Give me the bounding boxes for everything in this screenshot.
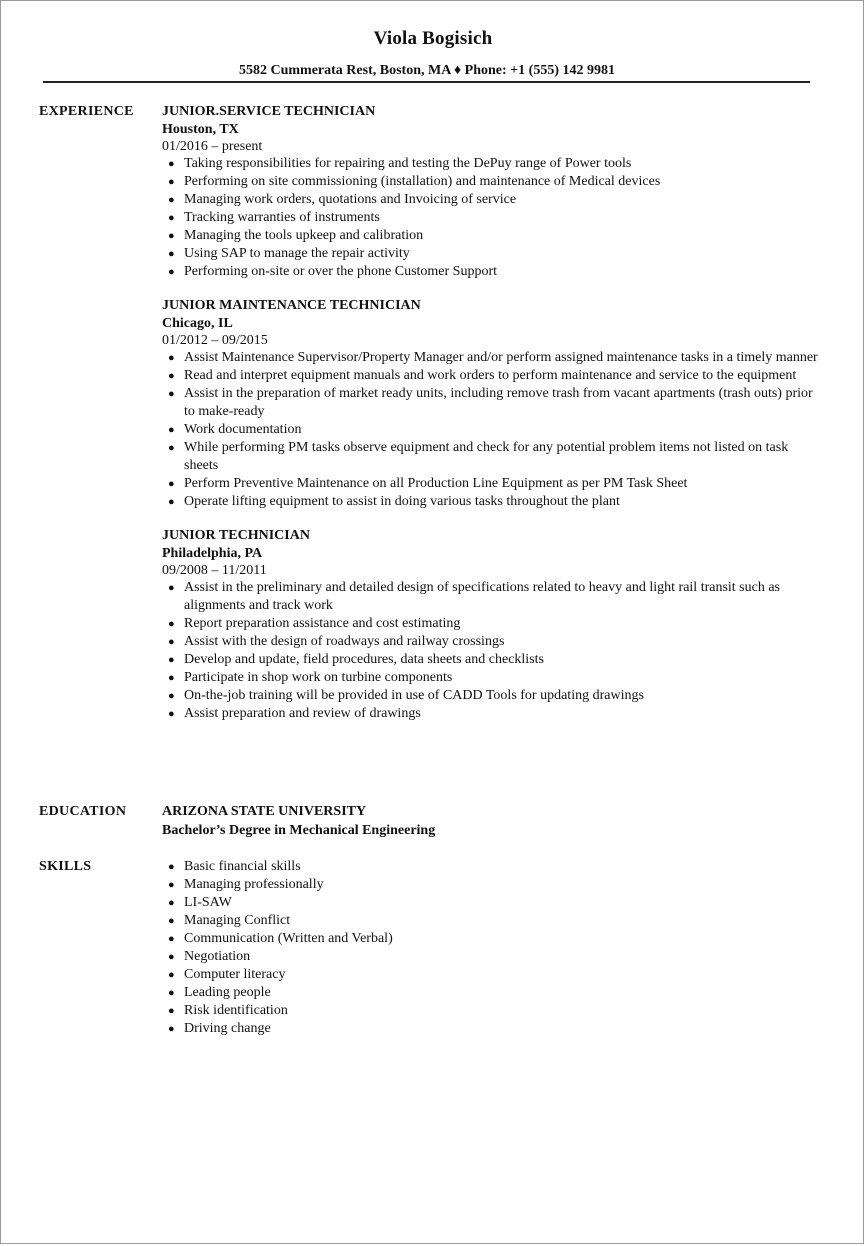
bullet-icon: ● (168, 582, 175, 594)
bullet-icon: ● (168, 424, 175, 436)
bullet-icon: ● (168, 897, 175, 909)
bullet-icon: ● (168, 266, 175, 278)
bullet-icon: ● (168, 194, 175, 206)
bullet-icon: ● (168, 861, 175, 873)
school-name: ARIZONA STATE UNIVERSITY (162, 804, 367, 819)
bullet-icon: ● (168, 708, 175, 720)
contact-line: 5582 Cummerata Rest, Boston, MA ♦ Phone: +1 (555) 142 9981 (239, 63, 615, 78)
bullet-text: Using SAP to manage the repair activity (184, 246, 410, 261)
bullet-text: Assist preparation and review of drawings (184, 706, 421, 721)
bullet-icon: ● (168, 951, 175, 963)
bullet-icon: ● (168, 352, 175, 364)
experience-heading: EXPERIENCE (39, 104, 134, 119)
skills-heading: SKILLS (39, 859, 92, 874)
job-location: Houston, TX (162, 122, 239, 137)
bullet-text: Operate lifting equipment to assist in doing various tasks throughout the plant (184, 494, 620, 509)
job-entry (162, 527, 822, 723)
list-item (162, 421, 822, 439)
bullet-icon: ● (168, 248, 175, 260)
list-item (162, 385, 822, 421)
bullet-icon: ● (168, 654, 175, 666)
bullet-text: Tracking warranties of instruments (184, 210, 380, 225)
job-dates: 01/2016 – present (162, 139, 263, 154)
education-body (162, 803, 822, 841)
list-item (162, 191, 822, 209)
list-item (162, 263, 822, 281)
bullet-icon: ● (168, 158, 175, 170)
list-item (162, 227, 822, 245)
bullet-text: Participate in shop work on turbine components (184, 670, 453, 685)
list-item (162, 209, 822, 227)
list-item (162, 615, 822, 633)
bullet-text: Perform Preventive Maintenance on all Production Line Equipment as per PM Task Sheet (184, 476, 688, 491)
list-item (162, 966, 822, 984)
bullet-text: Assist in the preliminary and detailed design of specifications related to heavy and light rail transit such as alignments and track work (184, 580, 781, 613)
list-item (162, 439, 822, 475)
list-item (162, 633, 822, 651)
bullet-text: Performing on-site or over the phone Customer Support (184, 264, 498, 279)
bullet-text: Assist Maintenance Supervisor/Property Manager and/or perform assigned maintenance tasks in a timely manner (184, 350, 818, 365)
list-item (162, 475, 822, 493)
bullet-text: Assist in the preparation of market ready units, including remove trash from vacant apartments (trash outs) prior to make-ready (184, 386, 813, 419)
bullet-icon: ● (168, 969, 175, 981)
list-item (162, 912, 822, 930)
bullet-text: Communication (Written and Verbal) (184, 931, 393, 946)
bullet-icon: ● (168, 230, 175, 242)
bullet-text: Managing professionally (184, 877, 324, 892)
degree: Bachelor’s Degree in Mechanical Engineering (162, 823, 436, 838)
bullet-text: Managing the tools upkeep and calibration (184, 228, 424, 243)
bullet-icon: ● (168, 933, 175, 945)
list-item (162, 367, 822, 385)
job-entry (162, 297, 822, 511)
job-dates: 09/2008 – 11/2011 (162, 563, 267, 578)
bullet-icon: ● (168, 879, 175, 891)
list-item (162, 1020, 822, 1038)
bullet-icon: ● (168, 915, 175, 927)
bullet-text: While performing PM tasks observe equipment and check for any potential problem items not listed on task sheets (184, 440, 789, 473)
job-title: JUNIOR TECHNICIAN (162, 528, 310, 543)
list-item (162, 984, 822, 1002)
bullet-text: Report preparation assistance and cost estimating (184, 616, 461, 631)
list-item (162, 493, 822, 511)
job-duties-list (162, 349, 822, 511)
job-duties-list (162, 155, 822, 281)
skills-body (162, 858, 822, 1038)
bullet-text: Leading people (184, 985, 271, 1000)
job-title: JUNIOR MAINTENANCE TECHNICIAN (162, 298, 421, 313)
bullet-icon: ● (168, 388, 175, 400)
list-item (162, 245, 822, 263)
bullet-icon: ● (168, 1005, 175, 1017)
list-item (162, 930, 822, 948)
list-item (162, 876, 822, 894)
list-item (162, 349, 822, 367)
bullet-text: LI-SAW (184, 895, 232, 910)
bullet-text: Assist with the design of roadways and railway crossings (184, 634, 505, 649)
list-item (162, 155, 822, 173)
bullet-text: Risk identification (184, 1003, 288, 1018)
list-item (162, 705, 822, 723)
list-item (162, 687, 822, 705)
bullet-text: Driving change (184, 1021, 271, 1036)
bullet-text: Read and interpret equipment manuals and work orders to perform maintenance and service to the equipment (184, 368, 797, 383)
skills-list (162, 858, 822, 1038)
bullet-text: Managing Conflict (184, 913, 291, 928)
list-item (162, 669, 822, 687)
header-divider (43, 81, 810, 83)
bullet-icon: ● (168, 690, 175, 702)
list-item (162, 651, 822, 669)
bullet-icon: ● (168, 672, 175, 684)
bullet-icon: ● (168, 618, 175, 630)
bullet-text: Managing work orders, quotations and Invoicing of service (184, 192, 517, 207)
bullet-text: Develop and update, field procedures, data sheets and checklists (184, 652, 544, 667)
bullet-text: Work documentation (184, 422, 302, 437)
bullet-icon: ● (168, 1023, 175, 1035)
candidate-name: Viola Bogisich (373, 28, 493, 49)
bullet-icon: ● (168, 496, 175, 508)
bullet-text: On-the-job training will be provided in use of CADD Tools for updating drawings (184, 688, 644, 703)
job-duties-list (162, 579, 822, 723)
bullet-icon: ● (168, 442, 175, 454)
bullet-text: Taking responsibilities for repairing and testing the DePuy range of Power tools (184, 156, 632, 171)
bullet-icon: ● (168, 478, 175, 490)
job-location: Philadelphia, PA (162, 546, 263, 561)
bullet-text: Basic financial skills (184, 859, 301, 874)
experience-body (162, 103, 822, 739)
bullet-icon: ● (168, 212, 175, 224)
list-item (162, 173, 822, 191)
bullet-text: Performing on site commissioning (installation) and maintenance of Medical devices (184, 174, 661, 189)
list-item (162, 948, 822, 966)
list-item (162, 579, 822, 615)
bullet-icon: ● (168, 636, 175, 648)
list-item (162, 858, 822, 876)
job-location: Chicago, IL (162, 316, 233, 331)
job-title: JUNIOR.SERVICE TECHNICIAN (162, 104, 376, 119)
bullet-text: Computer literacy (184, 967, 286, 982)
job-entry (162, 103, 822, 281)
education-heading: EDUCATION (39, 804, 127, 819)
list-item (162, 894, 822, 912)
list-item (162, 1002, 822, 1020)
bullet-icon: ● (168, 987, 175, 999)
bullet-icon: ● (168, 176, 175, 188)
job-dates: 01/2012 – 09/2015 (162, 333, 268, 348)
bullet-icon: ● (168, 370, 175, 382)
bullet-text: Negotiation (184, 949, 251, 964)
